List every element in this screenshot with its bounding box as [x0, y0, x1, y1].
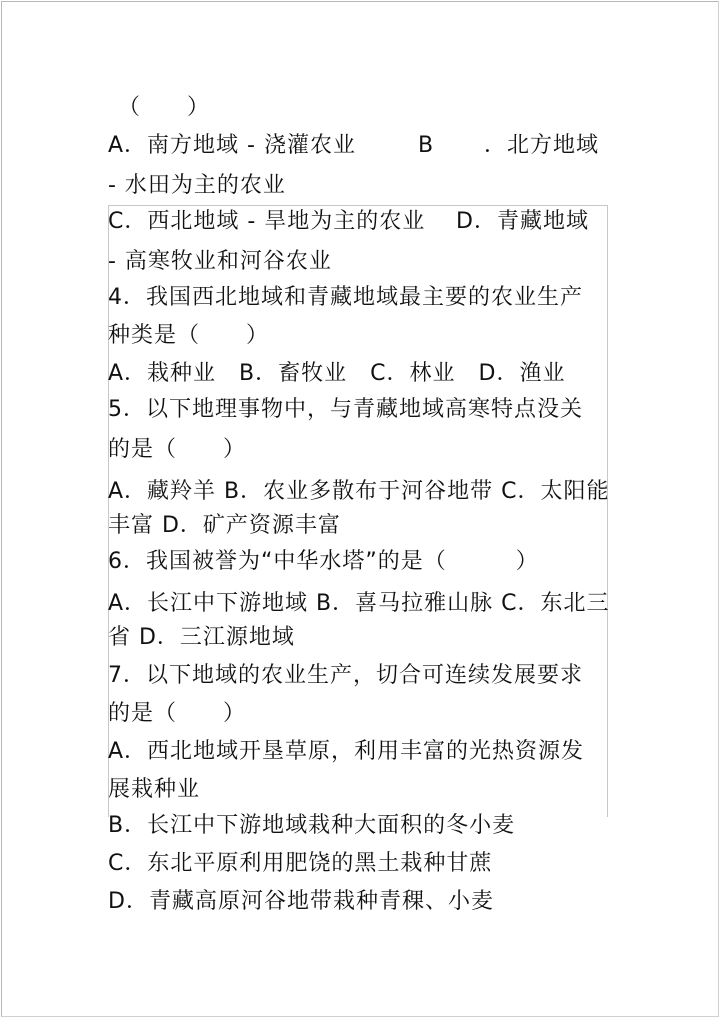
question-5-cont: 的是（ ） — [108, 437, 247, 462]
option-d-q7: D．青藏高原河谷地带栽种青稞、小麦 — [108, 889, 494, 914]
options-q5-cont: 丰富 D．矿产资源丰富 — [108, 513, 341, 538]
options-q5: A．藏羚羊 B．农业多散布于河谷地带 C．太阳能 — [108, 479, 610, 504]
option-a-q7: A．西北地域开垦草原，利用丰富的光热资源发 — [108, 739, 585, 764]
bracket-line: （ ） — [118, 95, 211, 120]
options-q4: A．栽种业 B．畜牧业 C．林业 D．渔业 — [108, 361, 566, 386]
option-d-q3: D．青藏地域 — [456, 209, 589, 234]
options-q6-cont: 省 D．三江源地域 — [108, 625, 295, 650]
question-6: 6．我国被誉为“中华水塔”的是（ ） — [108, 549, 539, 574]
question-4-cont: 种类是（ ） — [108, 323, 270, 348]
option-a-q7-cont: 展栽种业 — [108, 777, 201, 802]
frame-line-right — [607, 205, 608, 817]
question-7-cont: 的是（ ） — [108, 701, 247, 726]
option-a-q3: A．南方地域 - 浇灌农业 — [108, 133, 356, 158]
option-b-q7: B．长江中下游地域栽种大面积的冬小麦 — [108, 813, 516, 838]
options-q6: A．长江中下游地域 B．喜马拉雅山脉 C．东北三 — [108, 591, 610, 616]
question-5: 5．以下地理事物中，与青藏地域高寒特点没关 — [108, 397, 583, 422]
option-b-text-q3: ．北方地域 — [484, 133, 600, 158]
frame-line-top — [108, 205, 608, 206]
option-d-cont-q3: - 高寒牧业和河谷农业 — [108, 249, 332, 274]
question-4: 4．我国西北地域和青藏地域最主要的农业生产 — [108, 285, 583, 310]
option-c-q3: C．西北地域 - 旱地为主的农业 — [108, 209, 426, 234]
question-7: 7．以下地域的农业生产，切合可连续发展要求 — [108, 663, 583, 688]
option-b-letter-q3: B — [418, 133, 435, 158]
option-c-q7: C．东北平原利用肥饶的黑土栽种甘蔗 — [108, 851, 493, 876]
option-b-cont-q3: - 水田为主的农业 — [108, 173, 286, 198]
